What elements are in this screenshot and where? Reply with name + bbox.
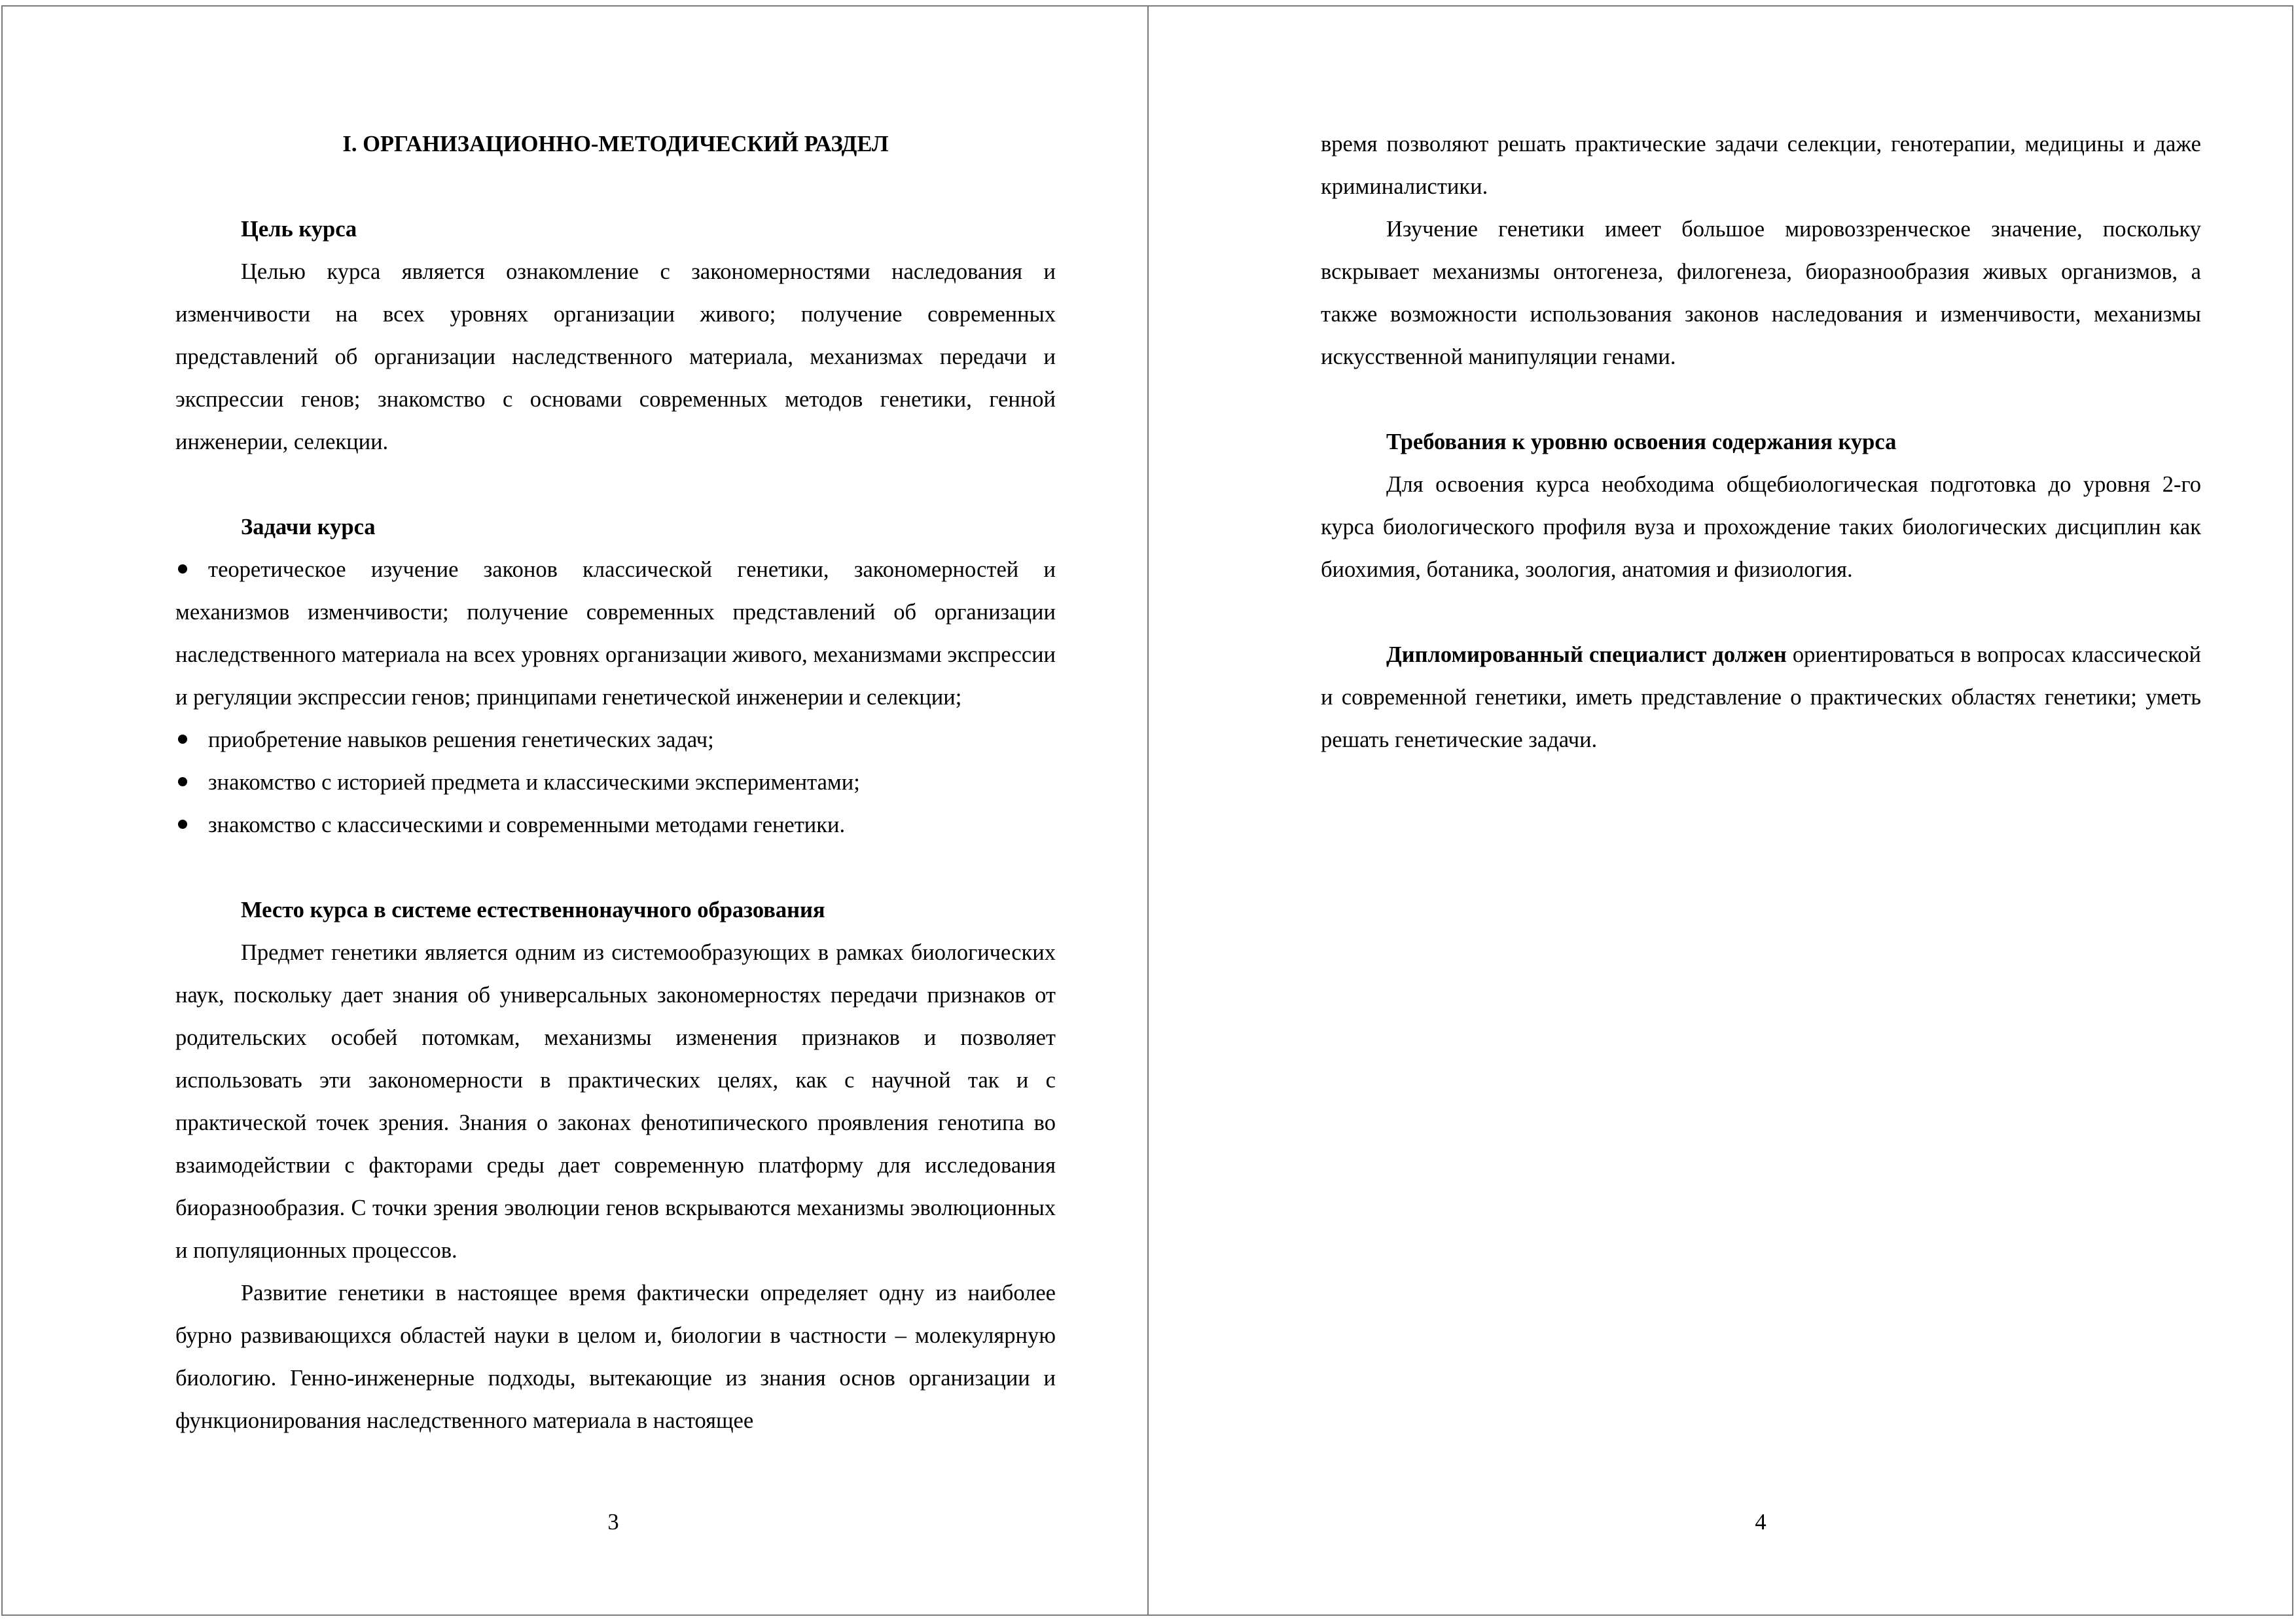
continuation-paragraph: время позволяют решать практические задачи селекции, генотерапии, медицины и даже криминалистики. — [1321, 132, 2201, 199]
page-number: 4 — [1755, 1510, 1767, 1535]
goal-paragraph: Целью курса является ознакомление с закономерностями наследования и изменчивости на всех уровнях организации живого; получение современных представлений об организации наследственного материала, механизмах передачи и экспрессии генов; знакомство с основами современных методов генетики, генной инженерии, селекции. — [175, 259, 1056, 454]
left-page-column — [175, 123, 1056, 1442]
worldview-paragraph: Изучение генетики имеет большое мировоззренческое значение, поскольку вскрывает механизмы онтогенеза, филогенеза, биоразнообразия живых организмов, а также возможности использования законов наследования и изменчивости, механизмы искусственной манипуляции генами. — [1321, 217, 2201, 369]
list-item — [175, 804, 1056, 847]
place-paragraph-1: Предмет генетики является одним из системообразующих в рамках биологических наук, поскольку дает знания об универсальных закономерностях передачи признаков от родительских особей потомкам, механизмы изменения признаков и позволяет использовать эти закономерности в практических целях, как с научной так и с практической точек зрения. Знания о законах фенотипического проявления генотипа во взаимодействии с факторами среды дает современную платформу для исследования биоразнообразия. С точки зрения эволюции генов вскрываются механизмы эволюционных и популяционных процессов. — [175, 940, 1056, 1263]
graduate-paragraph — [1321, 634, 2201, 761]
bullet-icon — [175, 549, 208, 591]
page-number: 3 — [607, 1510, 619, 1535]
goal-heading: Цель курса — [241, 217, 357, 242]
requirements-heading: Требования к уровню освоения содержания курса — [1386, 429, 1897, 454]
section-title: I. ОРГАНИЗАЦИОННО-МЕТОДИЧЕСКИЙ РАЗДЕЛ — [342, 132, 889, 156]
list-item-text: знакомство с историей предмета и классическими экспериментами; — [208, 770, 860, 795]
list-item-text: знакомство с классическими и современными методами генетики. — [208, 812, 846, 837]
list-item — [175, 549, 1056, 719]
bullet-icon — [175, 761, 208, 804]
tasks-list — [175, 549, 1056, 847]
graduate-text: ориентироваться в вопросах классической и современной генетики, иметь представление о практических областях генетики; уметь решать генетические задачи. — [1321, 642, 2201, 752]
place-heading: Место курса в системе естественнонаучного образования — [241, 898, 825, 922]
place-paragraph-2: Развитие генетики в настоящее время фактически определяет одну из наиболее бурно развивающихся областей науки в целом и, биологии в частности – молекулярную биологию. Генно-инженерные подходы, вытекающие из знания основ организации и функционирования наследственного материала в настоящее — [175, 1281, 1056, 1433]
list-item — [175, 719, 1056, 761]
list-item — [175, 761, 1056, 804]
requirements-paragraph: Для освоения курса необходима общебиологическая подготовка до уровня 2-го курса биологического профиля вуза и прохождение таких биологических дисциплин как биохимия, ботаника, зоология, анатомия и физиология. — [1321, 472, 2201, 582]
tasks-heading: Задачи курса — [241, 515, 376, 539]
list-item-text: теоретическое изучение законов классической генетики, закономерностей и механизмов изменчивости; получение современных представлений об организации наследственного материала на всех уровнях организации живого, механизмами экспрессии и регуляции экспрессии генов; принципами генетической инженерии и селекции; — [175, 557, 1056, 710]
list-item-text: приобретение навыков решения генетических задач; — [208, 727, 714, 752]
right-page-column — [1321, 123, 2201, 761]
graduate-lead: Дипломированный специалист должен — [1386, 642, 1787, 667]
bullet-icon — [175, 804, 208, 847]
bullet-icon — [175, 719, 208, 761]
